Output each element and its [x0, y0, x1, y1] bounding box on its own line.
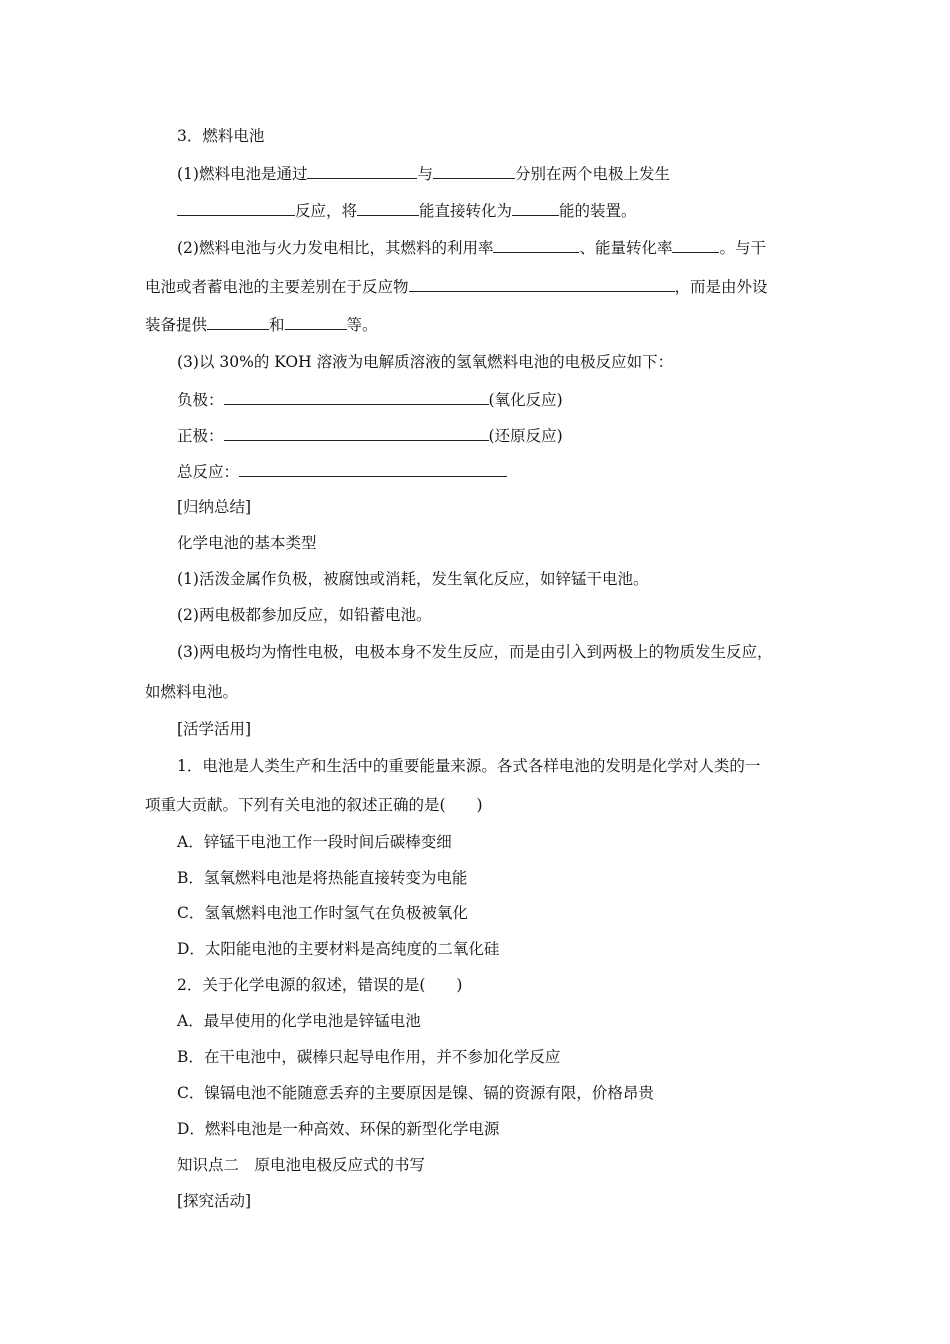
fill-blank[interactable] [239, 461, 507, 477]
question-1-stem: 项重大贡献。下列有关电池的叙述正确的是( ) [145, 796, 483, 814]
text: (2)燃料电池与火力发电相比，其燃料的利用率 [177, 239, 494, 257]
text: 与 [417, 165, 433, 183]
total-reaction-line [177, 461, 507, 482]
question-2-option: C．镍镉电池不能随意丢弃的主要原因是镍、镉的资源有限，价格昂贵 [177, 1084, 654, 1102]
text: (1)燃料电池是通过 [177, 165, 308, 183]
question-1-stem: 1．电池是人类生产和生活中的重要能量来源。各式各样电池的发明是化学对人类的一 [177, 757, 761, 775]
negative-electrode-line [177, 389, 563, 410]
fill-blank[interactable] [493, 237, 579, 253]
text: 装备提供 [145, 316, 208, 334]
label: 负极： [177, 391, 224, 409]
note: (还原反应) [488, 427, 563, 445]
text: 等。 [346, 316, 378, 334]
text: 和 [269, 316, 285, 334]
fill-blank[interactable] [433, 163, 515, 179]
fill-blank[interactable] [512, 200, 559, 216]
text: 。与干 [719, 239, 766, 257]
text: 分别在两个电极上发生 [514, 165, 670, 183]
fill-blank[interactable] [207, 314, 269, 330]
question-2-option: D．燃料电池是一种高效、环保的新型化学电源 [177, 1120, 500, 1138]
question-1-option: D．太阳能电池的主要材料是高纯度的二氧化硅 [177, 940, 500, 958]
fill-blank[interactable] [285, 314, 347, 330]
question-1-option: B．氢氧燃料电池是将热能直接转变为电能 [177, 869, 468, 887]
label: 总反应： [177, 463, 240, 481]
summary-item: (3)两电极均为惰性电极，电极本身不发生反应，而是由引入到两极上的物质发生反应， [177, 643, 773, 661]
text: 能的装置。 [559, 202, 637, 220]
fill-blank[interactable] [224, 425, 489, 441]
fill-blank[interactable] [224, 389, 489, 405]
paragraph-2-line-3 [145, 314, 378, 335]
fill-blank[interactable] [307, 163, 417, 179]
text: 能直接转化为 [419, 202, 513, 220]
fill-blank[interactable] [177, 200, 295, 216]
summary-item: 如燃料电池。 [145, 683, 239, 701]
positive-electrode-line [177, 425, 563, 446]
text: 、能量转化率 [579, 239, 673, 257]
text: 反应，将 [295, 202, 358, 220]
paragraph-1-line-1 [177, 163, 670, 184]
text: 电池或者蓄电池的主要差别在于反应物 [145, 278, 409, 296]
question-1-option: C．氢氧燃料电池工作时氢气在负极被氧化 [177, 904, 468, 922]
paragraph-2-line-1 [177, 237, 766, 258]
paragraph-1-line-2 [177, 200, 637, 221]
note: (氧化反应) [488, 391, 563, 409]
question-2-stem: 2．关于化学电源的叙述，错误的是( ) [177, 976, 463, 994]
question-1-option: A．锌锰干电池工作一段时间后碳棒变细 [177, 833, 452, 851]
fill-blank[interactable] [409, 276, 675, 292]
fill-blank[interactable] [357, 200, 419, 216]
paragraph-3: (3)以 30%的 KOH 溶液为电解质溶液的氢氧燃料电池的电极反应如下： [177, 353, 674, 371]
explore-header: [探究活动] [177, 1192, 252, 1210]
summary-item: (2)两电极都参加反应，如铅蓄电池。 [177, 606, 432, 624]
fill-blank[interactable] [672, 237, 719, 253]
label: 正极： [177, 427, 224, 445]
paragraph-2-line-2 [145, 276, 768, 297]
practice-header: [活学活用] [177, 720, 252, 738]
summary-item: (1)活泼金属作负极，被腐蚀或消耗，发生氧化反应，如锌锰干电池。 [177, 570, 649, 588]
summary-header: [归纳总结] [177, 498, 252, 516]
section-title: 3．燃料电池 [177, 127, 265, 145]
question-2-option: A．最早使用的化学电池是锌锰电池 [177, 1012, 421, 1030]
text: ，而是由外设 [674, 278, 768, 296]
summary-title: 化学电池的基本类型 [177, 534, 317, 552]
question-2-option: B．在干电池中，碳棒只起导电作用，并不参加化学反应 [177, 1048, 561, 1066]
knowledge-point-title: 知识点二 原电池电极反应式的书写 [177, 1156, 426, 1174]
